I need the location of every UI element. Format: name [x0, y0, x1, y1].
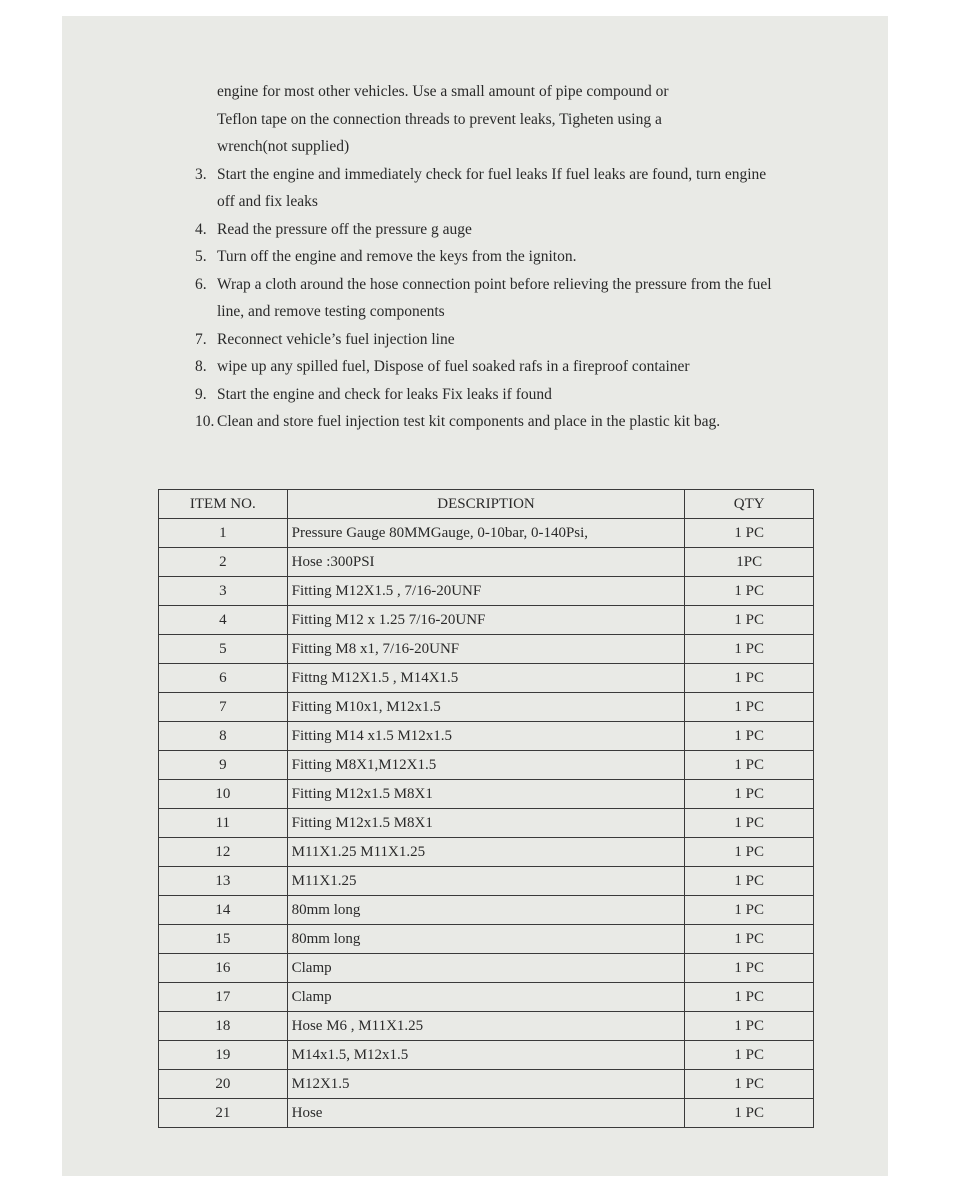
quantity-cell: 1 PC [685, 751, 814, 780]
table-header-row [159, 490, 814, 519]
step-number: 10. [195, 413, 215, 430]
quantity-cell: 1 PC [685, 838, 814, 867]
quantity-cell: 1 PC [685, 1012, 814, 1041]
description-cell: M11X1.25 [287, 867, 685, 896]
continuation-line: wrench(not supplied) [217, 138, 350, 155]
quantity-cell: 1 PC [685, 1041, 814, 1070]
quantity-cell: 1 PC [685, 606, 814, 635]
step-number: 3. [195, 165, 207, 183]
table-row [159, 693, 814, 722]
quantity-cell: 1 PC [685, 1099, 814, 1128]
quantity-cell: 1 PC [685, 1070, 814, 1099]
step-number: 6. [195, 275, 207, 293]
step-text: Read the pressure off the pressure g auge [217, 220, 472, 238]
table-row [159, 809, 814, 838]
step-item [195, 243, 785, 271]
item-number-cell: 8 [159, 722, 288, 751]
quantity-cell: 1 PC [685, 519, 814, 548]
description-cell: Fitting M12 x 1.25 7/16-20UNF [287, 606, 685, 635]
step-text: Clean and store fuel injection test kit components and place in the plastic kit bag. [217, 413, 721, 430]
quantity-cell: 1 PC [685, 983, 814, 1012]
description-cell: Hose [287, 1099, 685, 1128]
step-text: Reconnect vehicle’s fuel injection line [217, 330, 455, 348]
column-header-item-no: ITEM NO. [159, 490, 288, 519]
description-cell: Fitting M8X1,M12X1.5 [287, 751, 685, 780]
continuation-line: engine for most other vehicles. Use a small amount of pipe compound or [217, 83, 669, 100]
table-row [159, 867, 814, 896]
step-item [195, 381, 785, 409]
quantity-cell: 1 PC [685, 867, 814, 896]
step-number: 8. [195, 358, 207, 375]
step-item [195, 161, 785, 216]
step-text: Start the engine and check for leaks Fix leaks if found [217, 385, 552, 403]
table-row [159, 1099, 814, 1128]
table-row [159, 925, 814, 954]
quantity-cell: 1 PC [685, 693, 814, 722]
item-number-cell: 9 [159, 751, 288, 780]
table-row [159, 780, 814, 809]
table-row [159, 1041, 814, 1070]
description-cell: Fitting M12X1.5 , 7/16-20UNF [287, 577, 685, 606]
table-row [159, 635, 814, 664]
description-cell: 80mm long [287, 896, 685, 925]
item-number-cell: 15 [159, 925, 288, 954]
description-cell: Fitting M12x1.5 M8X1 [287, 780, 685, 809]
description-cell: Pressure Gauge 80MMGauge, 0-10bar, 0-140Psi, [287, 519, 685, 548]
quantity-cell: 1 PC [685, 809, 814, 838]
table-row [159, 1012, 814, 1041]
instructions-text [195, 78, 785, 436]
step-text: Start the engine and immediately check for fuel leaks If fuel leaks are found, turn engine off and fix leaks [217, 165, 767, 210]
table-row [159, 954, 814, 983]
description-cell: Clamp [287, 983, 685, 1012]
step-number: 9. [195, 385, 207, 403]
description-cell: Fitting M14 x1.5 M12x1.5 [287, 722, 685, 751]
quantity-cell: 1 PC [685, 780, 814, 809]
quantity-cell: 1PC [685, 548, 814, 577]
table-row [159, 548, 814, 577]
item-number-cell: 4 [159, 606, 288, 635]
description-cell: M11X1.25 M11X1.25 [287, 838, 685, 867]
item-number-cell: 2 [159, 548, 288, 577]
step-number: 5. [195, 248, 207, 265]
parts-table-body [159, 519, 814, 1128]
step-item [195, 326, 785, 354]
column-header-qty: QTY [685, 490, 814, 519]
description-cell: M14x1.5, M12x1.5 [287, 1041, 685, 1070]
column-header-description: DESCRIPTION [287, 490, 685, 519]
table-row [159, 664, 814, 693]
table-row [159, 896, 814, 925]
table-row [159, 722, 814, 751]
step-item [195, 353, 785, 381]
description-cell: Fittng M12X1.5 , M14X1.5 [287, 664, 685, 693]
description-cell: Hose :300PSI [287, 548, 685, 577]
description-cell: Fitting M12x1.5 M8X1 [287, 809, 685, 838]
item-number-cell: 21 [159, 1099, 288, 1128]
item-number-cell: 13 [159, 867, 288, 896]
item-number-cell: 12 [159, 838, 288, 867]
description-cell: Hose M6 , M11X1.25 [287, 1012, 685, 1041]
quantity-cell: 1 PC [685, 896, 814, 925]
quantity-cell: 1 PC [685, 577, 814, 606]
item-number-cell: 5 [159, 635, 288, 664]
item-number-cell: 10 [159, 780, 288, 809]
quantity-cell: 1 PC [685, 954, 814, 983]
table-row [159, 1070, 814, 1099]
table-row [159, 577, 814, 606]
item-number-cell: 3 [159, 577, 288, 606]
table-row [159, 751, 814, 780]
item-number-cell: 18 [159, 1012, 288, 1041]
item-number-cell: 7 [159, 693, 288, 722]
description-cell: Fitting M10x1, M12x1.5 [287, 693, 685, 722]
item-number-cell: 14 [159, 896, 288, 925]
item-number-cell: 1 [159, 519, 288, 548]
item-number-cell: 6 [159, 664, 288, 693]
step-number: 4. [195, 220, 207, 238]
item-number-cell: 19 [159, 1041, 288, 1070]
description-cell: Clamp [287, 954, 685, 983]
continuation-line: Teflon tape on the connection threads to prevent leaks, Tigheten using a [217, 110, 662, 128]
item-number-cell: 20 [159, 1070, 288, 1099]
table-row [159, 519, 814, 548]
quantity-cell: 1 PC [685, 635, 814, 664]
step-text: Turn off the engine and remove the keys from the igniton. [217, 248, 577, 265]
table-row [159, 983, 814, 1012]
quantity-cell: 1 PC [685, 664, 814, 693]
step-item [195, 271, 785, 326]
quantity-cell: 1 PC [685, 925, 814, 954]
table-row [159, 606, 814, 635]
description-cell: 80mm long [287, 925, 685, 954]
quantity-cell: 1 PC [685, 722, 814, 751]
description-cell: M12X1.5 [287, 1070, 685, 1099]
description-cell: Fitting M8 x1, 7/16-20UNF [287, 635, 685, 664]
step-item [195, 216, 785, 244]
step-text: Wrap a cloth around the hose connection point before relieving the pressure from the fuel line, and remove testing components [217, 275, 772, 320]
item-number-cell: 16 [159, 954, 288, 983]
item-number-cell: 11 [159, 809, 288, 838]
item-number-cell: 17 [159, 983, 288, 1012]
step-item [195, 408, 785, 436]
table-row [159, 838, 814, 867]
step-number: 7. [195, 330, 207, 348]
parts-table [158, 489, 814, 1128]
step-text: wipe up any spilled fuel, Dispose of fuel soaked rafs in a fireproof container [217, 358, 690, 375]
